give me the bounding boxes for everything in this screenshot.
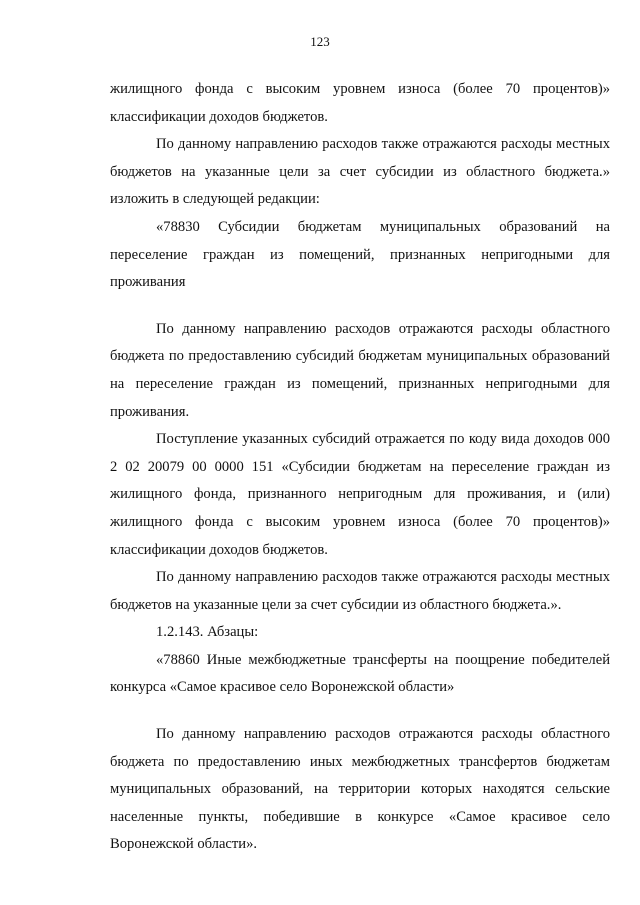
paragraph-code-78830-heading: «78830 Субсидии бюджетам муниципальных образований на переселение граждан из помещений, признанных непригодными для проживания [110,218,610,291]
paragraph-78830-description: По данному направлению расходов отражаются расходы областного бюджета по предоставлению субсидий бюджетам муниципальных образований на переселение граждан из помещений, признанных непригодными для проживания. [110,320,610,420]
paragraph-gap [110,702,610,721]
paragraph-clause-1-2-143: 1.2.143. Абзацы: [156,624,259,641]
page-number: 123 [310,34,330,49]
document-body [110,76,610,859]
paragraph-local-budget-note-2: По данному направлению расходов также отражаются расходы местных бюджетов на указанные цели за счет субсидии из областного бюджета.». [110,569,610,613]
paragraph-gap [110,297,610,316]
paragraph-code-78860-heading: «78860 Иные межбюджетные трансферты на поощрение победителей конкурса «Самое красивое село Воронежской области» [110,651,610,696]
paragraph-income-code: Поступление указанных субсидий отражается по коду вида доходов 000 2 02 20079 00 0000 151 «Субсидии бюджетам на переселение граждан из жилищного фонда, признанного непригодным для проживания, и (или) жилищного фонда с высоким уровнем износа (более 70 процентов)» классификации доходов бюджетов. [110,431,610,558]
paragraph-78860-description: По данному направлению расходов отражаются расходы областного бюджета по предоставлению иных межбюджетных трансфертов бюджетам муниципальных образований, на территории которых находятся сельские населенные пункты, победившие в конкурсе «Самое красивое село Воронежской области». [110,726,610,853]
paragraph-local-budget-note: По данному направлению расходов также отражаются расходы местных бюджетов на указанные цели за счет субсидии из областного бюджета.» изложить в следующей редакции: [110,136,610,208]
paragraph-continuation: жилищного фонда с высоким уровнем износа (более 70 процентов)» классификации доходов бюджетов. [110,81,610,125]
